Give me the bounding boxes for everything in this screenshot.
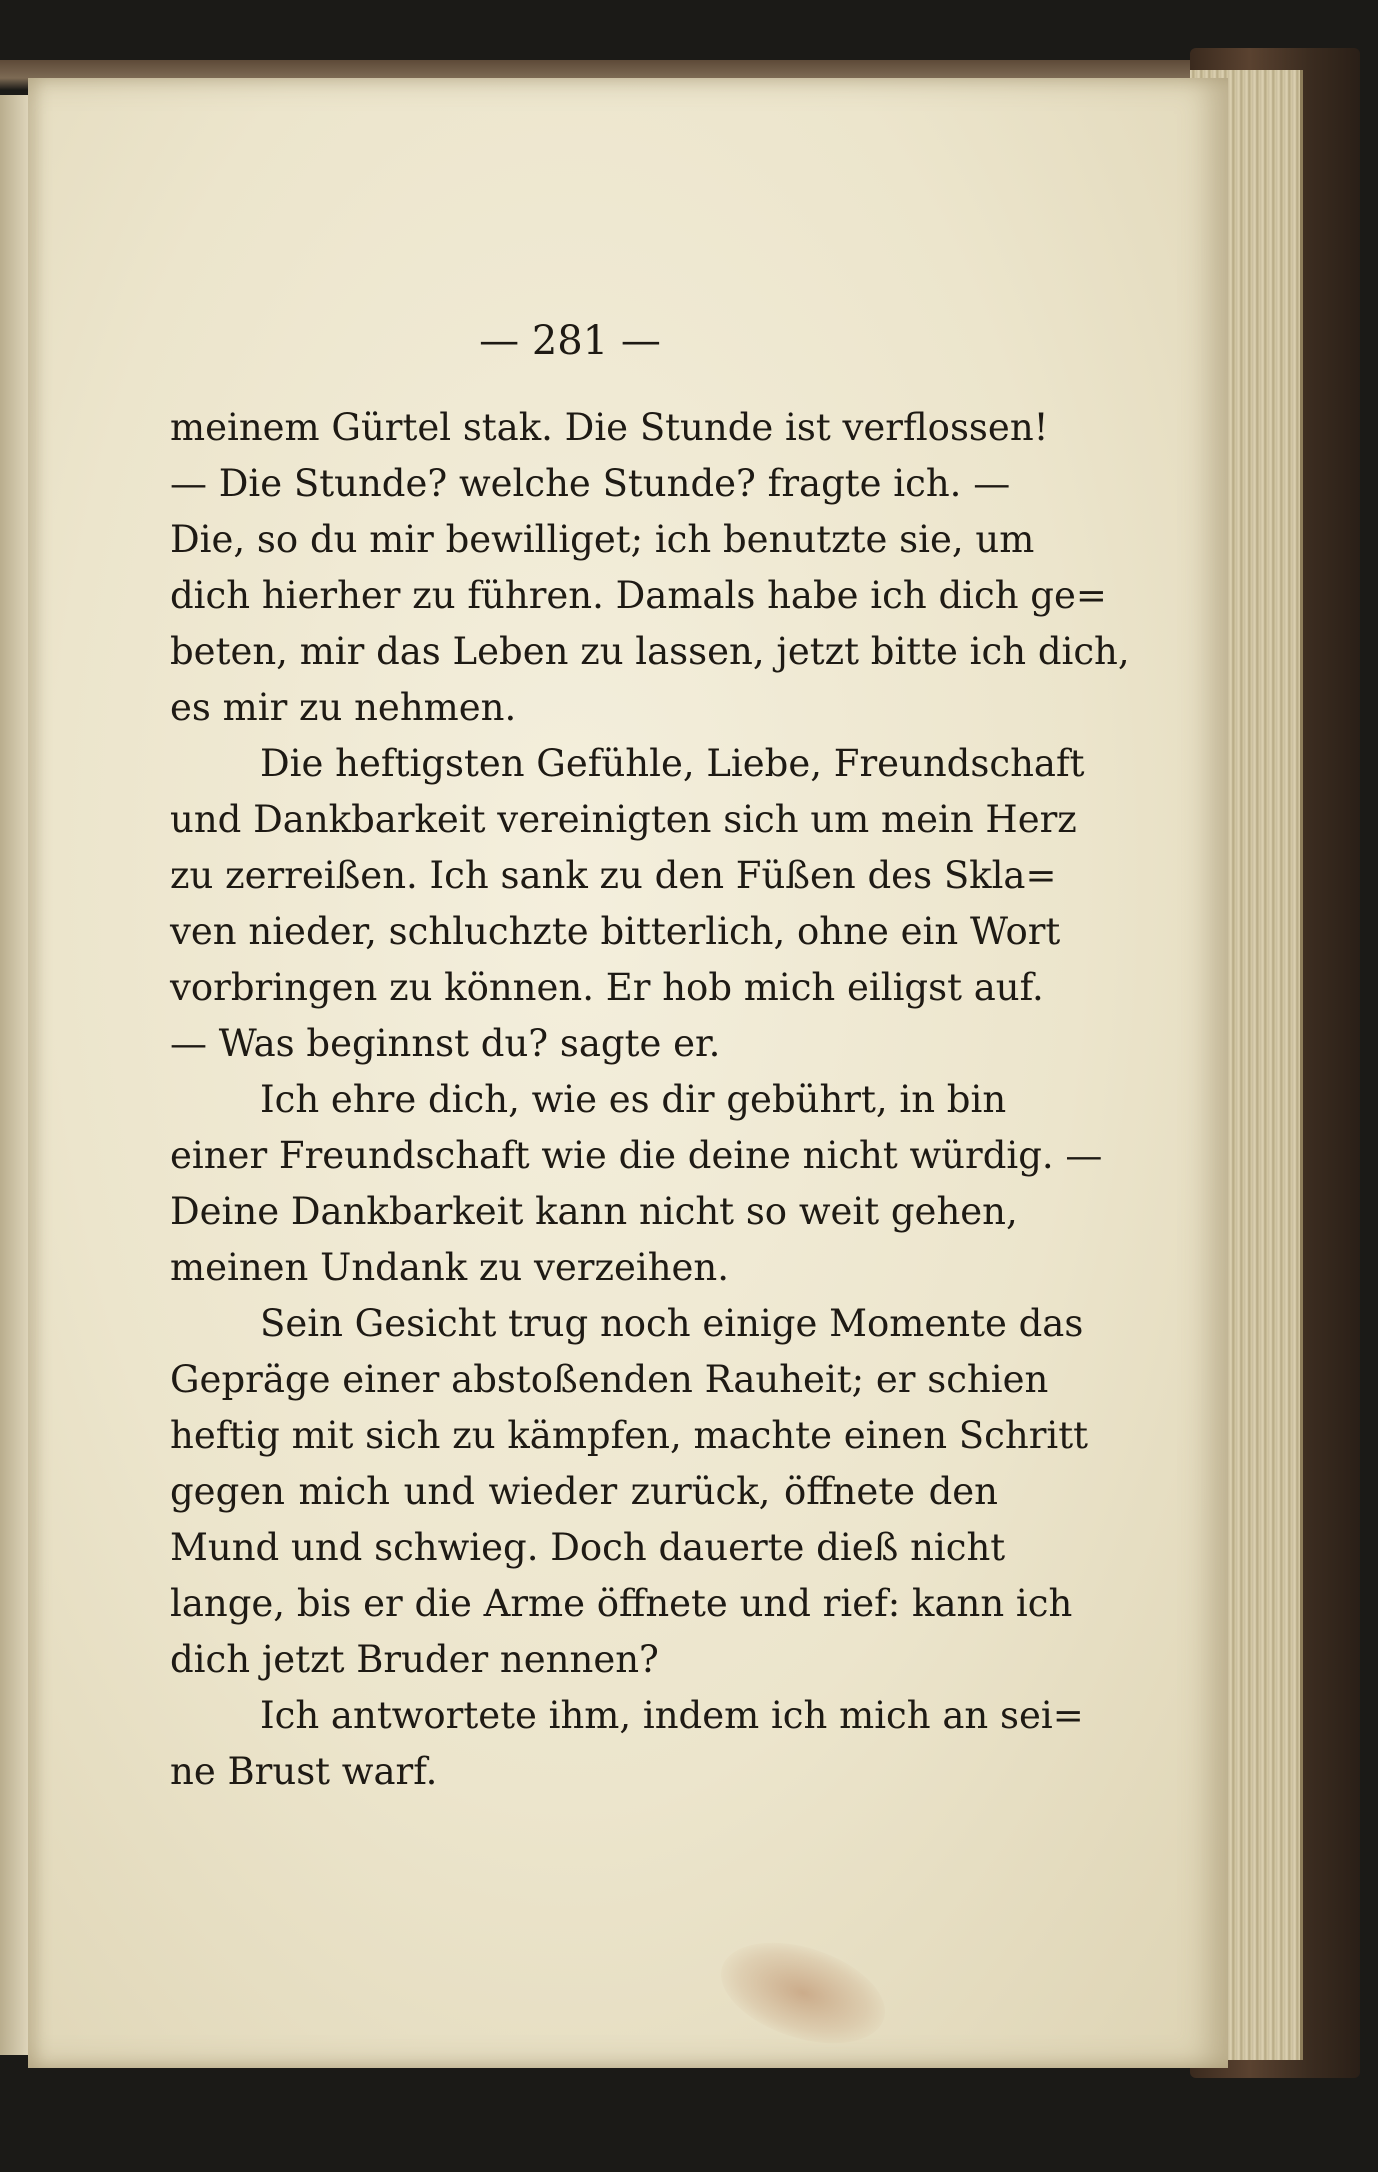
text-line: lange, bis er die Arme öffnete und rief: kann ich <box>170 1582 1073 1625</box>
text-line: einer Freundschaft wie die deine nicht würdig. — <box>170 1134 1103 1177</box>
text-line: Ich antwortete ihm, indem ich mich an sei= <box>260 1694 1084 1737</box>
text-line: meinem Gürtel stak. Die Stunde ist verflossen! <box>170 406 1049 449</box>
text-line: und Dankbarkeit vereinigten sich um mein Herz <box>170 798 1077 841</box>
text-line: beten, mir das Leben zu lassen, jetzt bitte ich dich, <box>170 630 1130 673</box>
text-line: Ich ehre dich, wie es dir gebührt, in bin <box>260 1078 1007 1121</box>
stain-mark <box>708 1924 897 2062</box>
text-line: ne Brust warf. <box>170 1750 438 1793</box>
text-line: Die heftigsten Gefühle, Liebe, Freundschaft <box>260 742 1085 785</box>
text-line: Mund und schwieg. Doch dauerte dieß nicht <box>170 1526 1006 1569</box>
text-line: zu zerreißen. Ich sank zu den Füßen des Skla= <box>170 854 1057 897</box>
text-line: es mir zu nehmen. <box>170 686 517 729</box>
text-line: Die, so du mir bewilliget; ich benutzte sie, um <box>170 518 1035 561</box>
text-line: dich hierher zu führen. Damals habe ich dich ge= <box>170 574 1107 617</box>
text-line: Deine Dankbarkeit kann nicht so weit gehen, <box>170 1190 1018 1233</box>
facing-page-edge <box>0 95 30 2055</box>
text-line: gegen mich und wieder zurück, öffnete den <box>170 1470 998 1513</box>
text-line: Gepräge einer abstoßenden Rauheit; er schien <box>170 1358 1049 1401</box>
text-line: Sein Gesicht trug noch einige Momente das <box>260 1302 1084 1345</box>
text-line: — Die Stunde? welche Stunde? fragte ich. — <box>170 462 1011 505</box>
page-number: — 281 — <box>479 318 661 364</box>
text-line: meinen Undank zu verzeihen. <box>170 1246 730 1289</box>
text-line: — Was beginnst du? sagte er. <box>170 1022 721 1065</box>
text-line: heftig mit sich zu kämpfen, machte einen Schritt <box>170 1414 1088 1457</box>
text-line: dich jetzt Bruder nennen? <box>170 1638 659 1681</box>
text-line: ven nieder, schluchzte bitterlich, ohne ein Wort <box>170 910 1061 953</box>
text-line: vorbringen zu können. Er hob mich eiligst auf. <box>170 966 1044 1009</box>
